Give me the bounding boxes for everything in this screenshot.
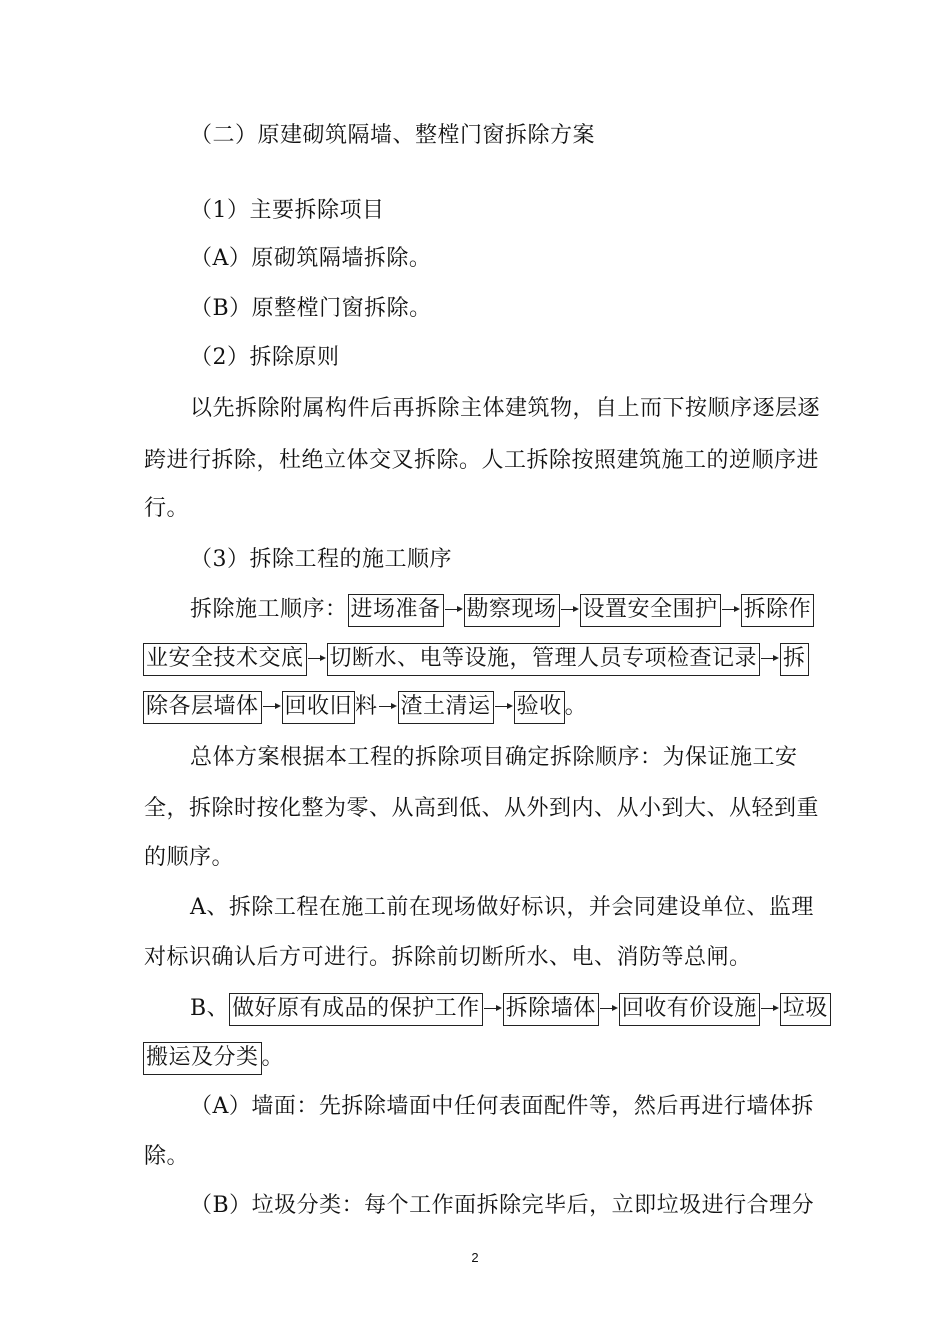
arrow-right-icon [721, 597, 741, 623]
list-item: （B）原整樘门窗拆除。 [190, 296, 432, 321]
flow-step-box: 业安全技术交底 [143, 643, 307, 676]
flow-step-box: 拆除墙体 [503, 993, 599, 1026]
subheading-sequence: （3）拆除工程的施工顺序 [190, 547, 452, 572]
flow-line [190, 993, 831, 1026]
flow-step-box: 除各层墙体 [143, 691, 262, 724]
flow-step-tail: 料 [355, 694, 378, 719]
flow-line [143, 691, 587, 724]
paragraph-line: A、拆除工程在施工前在现场做好标识，并会同建设单位、监理 [190, 895, 814, 920]
arrow-right-icon [760, 996, 780, 1022]
flow-line [190, 594, 814, 627]
paragraph-line: 跨进行拆除，杜绝立体交叉拆除。人工拆除按照建筑施工的逆顺序进 [144, 448, 820, 473]
flow-step-box: 垃圾 [780, 993, 831, 1026]
flow-end: 。 [564, 694, 588, 719]
arrow-right-icon [483, 996, 503, 1022]
list-item: （A）原砌筑隔墙拆除。 [190, 246, 432, 271]
subheading-principle: （2）拆除原则 [190, 345, 340, 370]
paragraph-line: （B）垃圾分类：每个工作面拆除完毕后，立即垃圾进行合理分 [190, 1193, 815, 1218]
arrow-right-icon [378, 694, 398, 720]
page-number: 2 [471, 1250, 479, 1265]
flow-end: 。 [261, 1045, 285, 1070]
paragraph-line: 总体方案根据本工程的拆除项目确定拆除顺序：为保证施工安 [190, 745, 798, 770]
flow-step-box: 设置安全围护 [580, 594, 721, 627]
flow-label: 拆除施工顺序： [190, 597, 348, 622]
paragraph-line: 以先拆除附属构件后再拆除主体建筑物，自上而下按顺序逐层逐 [190, 396, 821, 421]
section-heading: （二）原建砌筑隔墙、整樘门窗拆除方案 [190, 123, 596, 148]
flow-line [143, 643, 809, 676]
flow-step-box: 做好原有成品的保护工作 [229, 993, 483, 1026]
paragraph-line: （A）墙面：先拆除墙面中任何表面配件等，然后再进行墙体拆 [190, 1094, 814, 1119]
flow-line [143, 1042, 284, 1075]
arrow-right-icon [760, 646, 780, 672]
arrow-right-icon [494, 694, 514, 720]
arrow-right-icon [262, 694, 282, 720]
paragraph-line: 对标识确认后方可进行。拆除前切断所水、电、消防等总闸。 [144, 945, 752, 970]
flow-step-box: 切断水、电等设施，管理人员专项检查记录 [327, 643, 761, 676]
arrow-right-icon [307, 646, 327, 672]
flow-step-box: 勘察现场 [464, 594, 560, 627]
flow-step-box: 搬运及分类 [143, 1042, 262, 1075]
flow-step-box: 拆 [780, 643, 809, 676]
flow-step-box: 渣土清运 [398, 691, 494, 724]
flow-step-box: 验收 [514, 691, 565, 724]
paragraph-line: 行。 [144, 496, 190, 521]
paragraph-line: 除。 [144, 1144, 190, 1169]
paragraph-line: 的顺序。 [144, 845, 235, 870]
flow-step-box: 回收有价设施 [619, 993, 760, 1026]
arrow-right-icon [599, 996, 619, 1022]
flow-step-box: 拆除作 [741, 594, 815, 627]
flow-step-box: 回收旧 [282, 691, 356, 724]
subheading-main-items: （1）主要拆除项目 [190, 198, 385, 223]
flow-step-box: 进场准备 [348, 594, 444, 627]
flow-label: B、 [190, 996, 230, 1021]
paragraph-line: 全，拆除时按化整为零、从高到低、从外到内、从小到大、从轻到重 [144, 796, 820, 821]
arrow-right-icon [444, 597, 464, 623]
arrow-right-icon [560, 597, 580, 623]
